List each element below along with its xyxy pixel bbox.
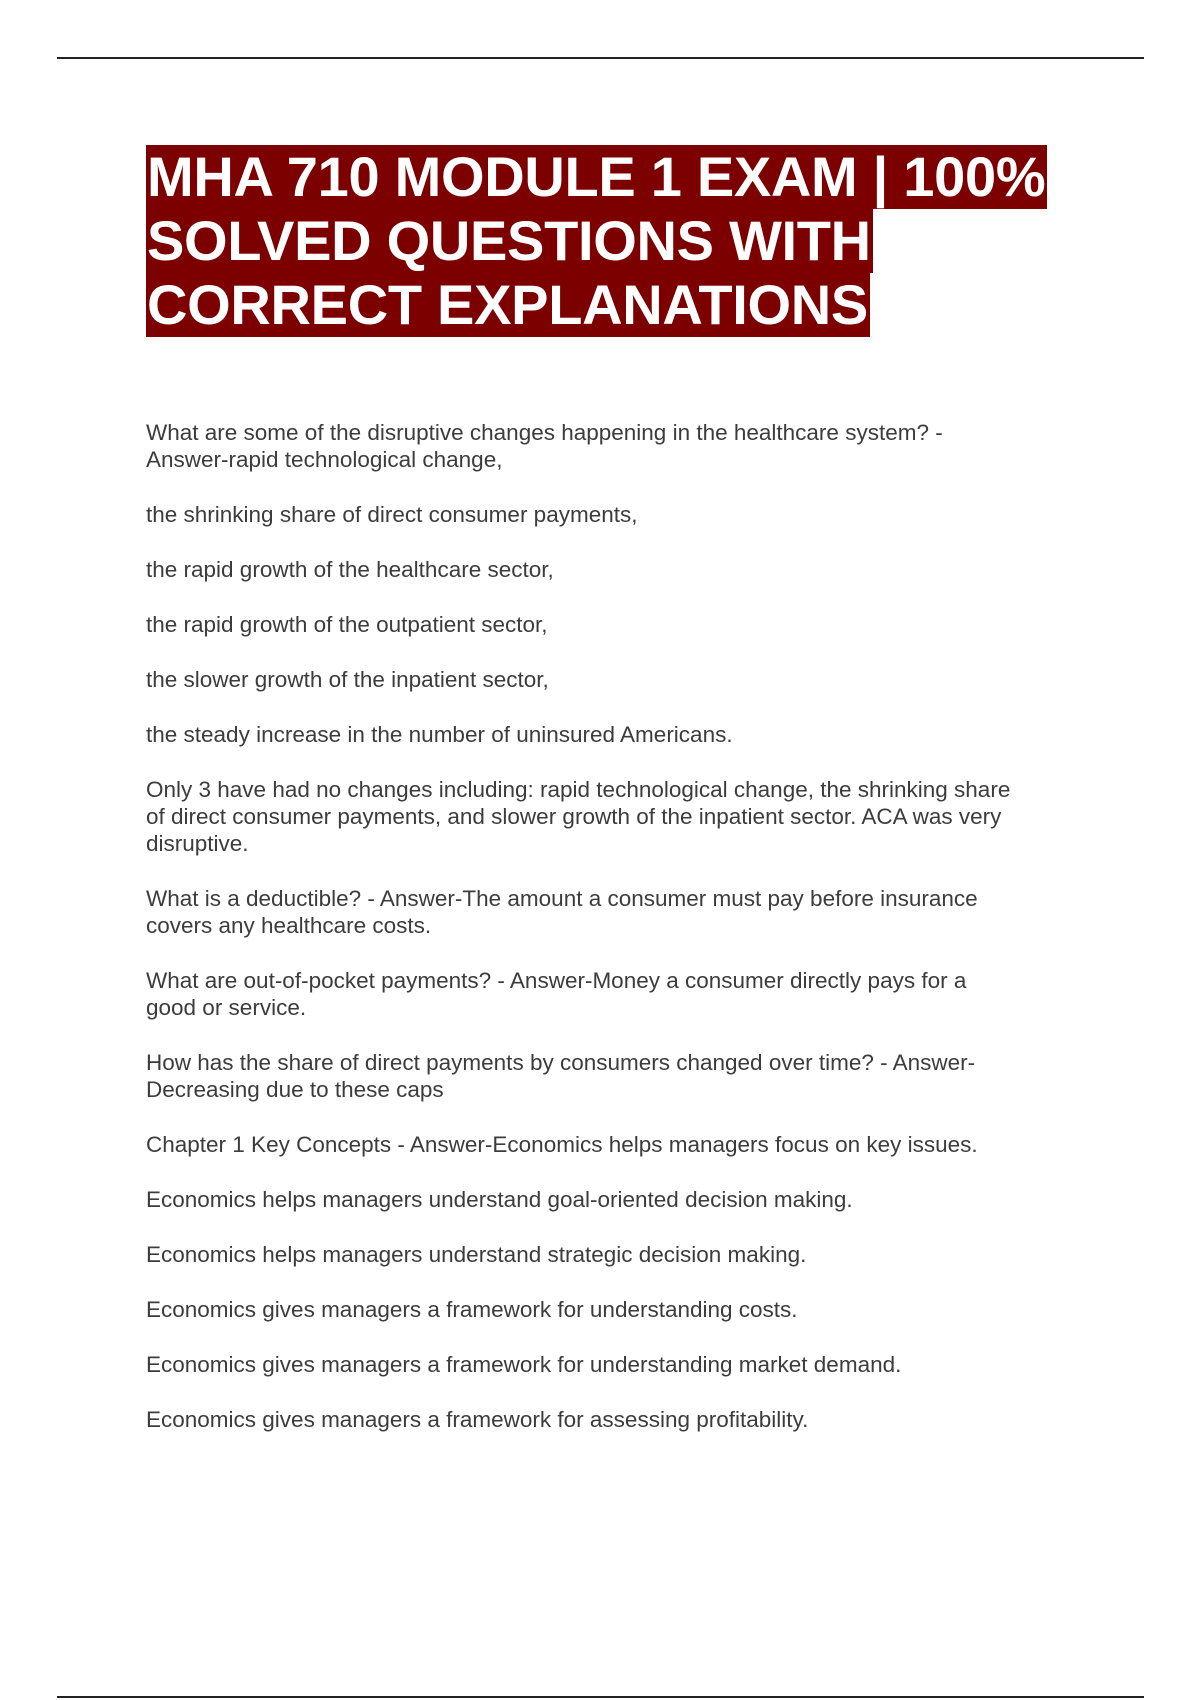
title-line-2: SOLVED QUESTIONS WITH (147, 209, 871, 272)
answer-item: the shrinking share of direct consumer payments, (146, 502, 638, 527)
question-out-of-pocket: What are out-of-pocket payments? - Answer-Money a consumer directly pays for a good or service. (146, 968, 967, 1020)
answer-item: the slower growth of the inpatient sector, (146, 667, 549, 692)
bottom-divider (57, 1696, 1144, 1698)
top-divider (57, 57, 1144, 59)
answer-item: the rapid growth of the outpatient sector, (146, 612, 548, 637)
question-direct-payments: How has the share of direct payments by consumers changed over time? - Answer- Decreasing due to these caps (146, 1050, 976, 1102)
title-line-3: CORRECT EXPLANATIONS (147, 273, 868, 336)
question-key-concepts: Chapter 1 Key Concepts - Answer-Economics helps managers focus on key issues. (146, 1132, 978, 1157)
answer-item: the rapid growth of the healthcare sector, (146, 557, 554, 582)
key-concept-item: Economics gives managers a framework for understanding costs. (146, 1297, 798, 1322)
title-line-1: MHA 710 MODULE 1 EXAM | 100% (147, 145, 1046, 208)
key-concept-item: Economics gives managers a framework for assessing profitability. (146, 1407, 809, 1432)
question-deductible: What is a deductible? - Answer-The amount a consumer must pay before insurance covers any healthcare costs. (146, 886, 978, 938)
answer-explanation: Only 3 have had no changes including: rapid technological change, the shrinking share of direct consumer payments, and slower growth of the inpatient sector. ACA was very disruptive. (146, 777, 1011, 856)
answer-item: the steady increase in the number of uninsured Americans. (146, 722, 733, 747)
document-body (146, 419, 1086, 1461)
key-concept-item: Economics helps managers understand goal-oriented decision making. (146, 1187, 853, 1212)
key-concept-item: Economics helps managers understand strategic decision making. (146, 1242, 807, 1267)
key-concept-item: Economics gives managers a framework for understanding market demand. (146, 1352, 902, 1377)
document-title (146, 145, 1076, 337)
question-disruptive-changes: What are some of the disruptive changes happening in the healthcare system? - Answer-rapid technological change, (146, 420, 943, 472)
